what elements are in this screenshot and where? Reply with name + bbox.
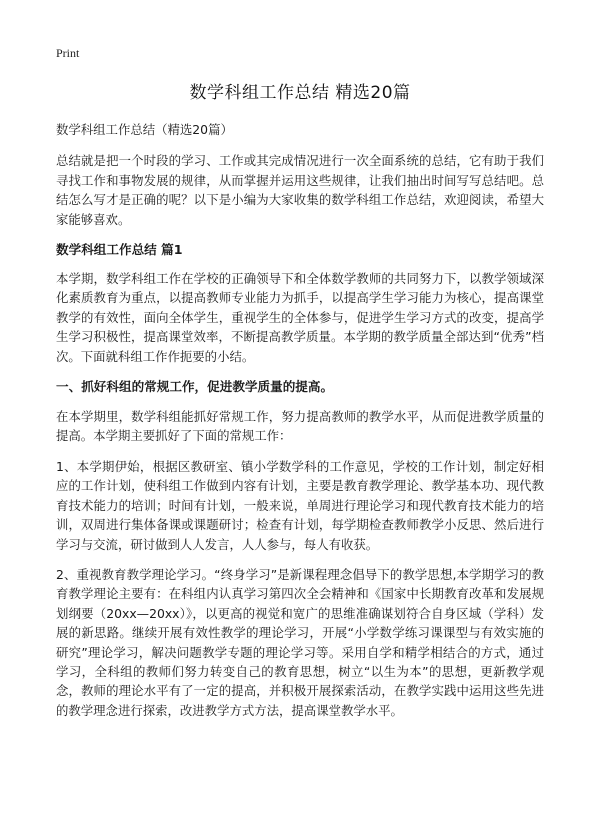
article-subtitle: 数学科组工作总结（精选20篇） — [56, 122, 233, 137]
section-heading: 数学科组工作总结 篇1 — [56, 242, 183, 258]
list-item-2: 2、重视教育教学理论学习。“终身学习”是新课程理念倡导下的教学思想,本学期学习的教育教学理论主要有：在科组内认真学习第四次全会精神和《国家中长期教育改革和发展规划纲要（20xx—20xx）》，以更高的视觉和宽广的思维准确谋划符合自身区域（学科）发展的新思路。继续开展有效性教学的理论学习，开展“小学数学练习课课型与有效实施的研究”理论学习，解决问题教学专题的理论学习等。采用自学和精学相结合的方式，通过学习，全科组的教师们努力转变自己的教育思想，树立“以生为本”的思想，更新教学观念，教师的理论水平有了一定的提高，并积极开展探索活动，在教学实践中运用这些先进的教学理念进行探索，改进教学方式方法，提高课堂教学水平。 — [56, 566, 544, 718]
print-link[interactable]: Print — [56, 46, 80, 60]
article-body — [56, 120, 544, 731]
intro-paragraph: 总结就是把一个时段的学习、工作或其完成情况进行一次全面系统的总结，它有助于我们寻找工作和事物发展的规律，从而掌握并运用这些规律，让我们抽出时间写写总结吧。总结怎么写才是正确的呢？以下是小编为大家收集的数学科组工作总结，欢迎阅读，希望大家能够喜欢。 — [56, 153, 544, 227]
section-paragraph: 本学期，数学科组工作在学校的正确领导下和全体数学教师的共同努力下，以教学领域深化素质教育为重点，以提高教师专业能力为抓手，以提高学生学习能力为核心，提高课堂教学的有效性，面向全体学生，重视学生的全体参与，促进学生学习方式的改变，提高学生学习积极性，提高课堂效率，不断提高教学质量。本学期的教学质量全部达到“优秀”档次。下面就科组工作作扼要的小结。 — [56, 271, 544, 364]
body-paragraph: 在本学期里，数学科组能抓好常规工作，努力提高教师的教学水平，从而促进教学质量的提高。本学期主要抓好了下面的常规工作： — [56, 409, 544, 444]
list-item-1: 1、本学期伊始，根据区教研室、镇小学数学科的工作意见，学校的工作计划，制定好相应的工作计划，使科组工作做到内容有计划，主要是教育教学理论、教学基本功、现代教育技术能力的培训；时间有计划，一般来说，单周进行理论学习和现代教育技术能力的培训，双周进行集体备课或课题研讨；检查有计划，每学期检查教师教学小反思、然后进行学习与交流，研讨做到人人发言，人人参与，每人有收获。 — [56, 458, 544, 552]
subsection-heading: 一、抓好科组的常规工作，促进教学质量的提高。 — [56, 379, 334, 395]
page-title: 数学科组工作总结 精选20篇 — [189, 83, 411, 103]
